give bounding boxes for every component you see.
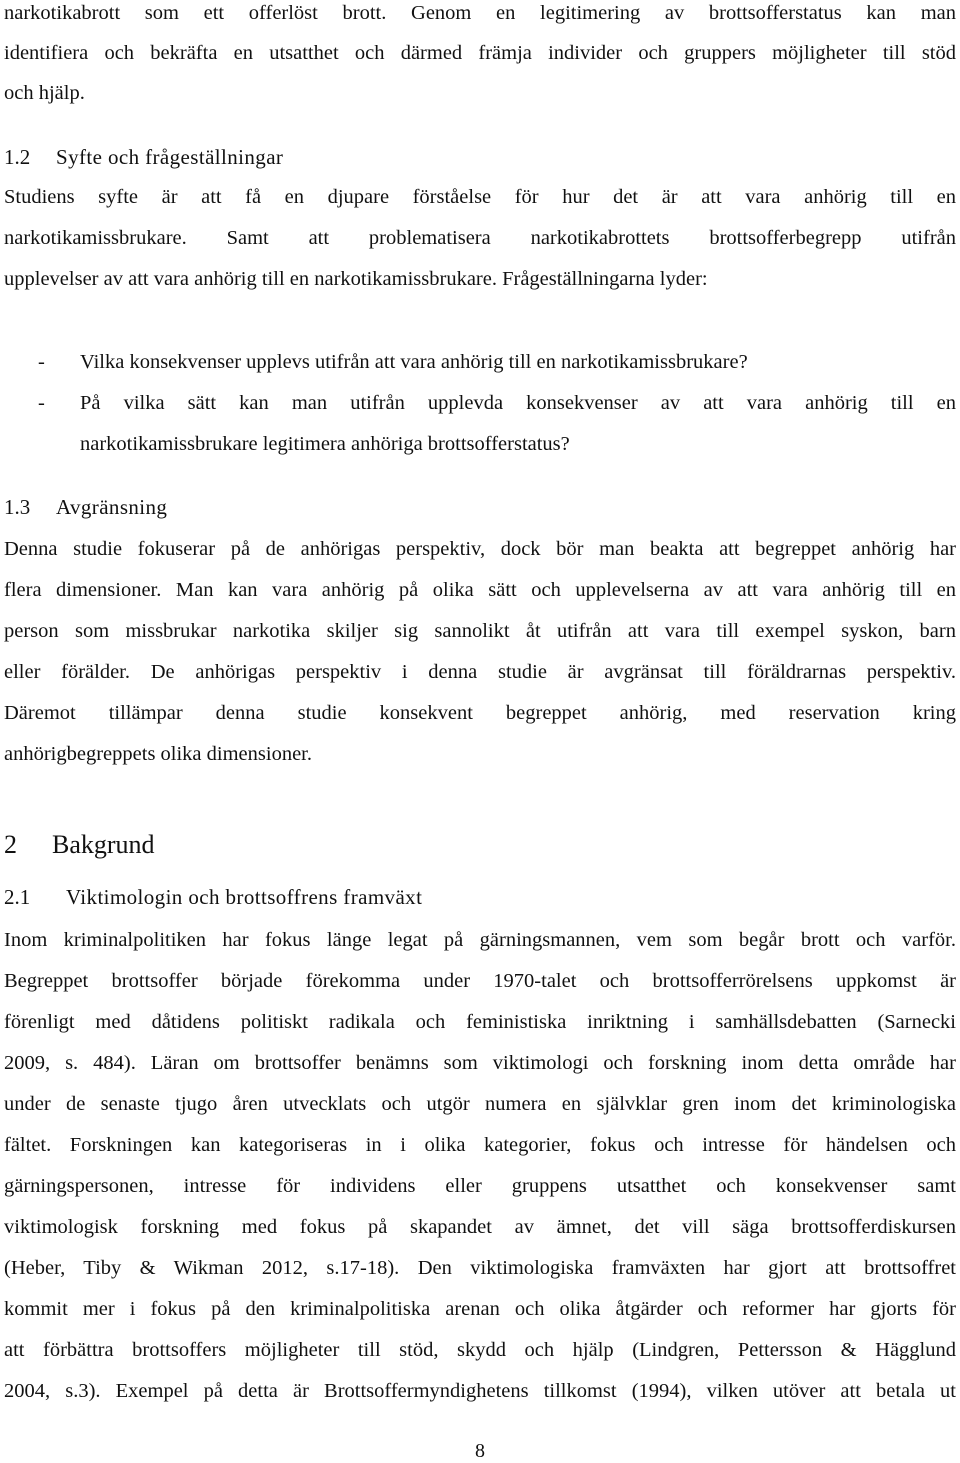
victimology-line-2: Begreppet brottsoffer började förekomma under 1970-talet och brottsofferrörelsens uppkomst är xyxy=(4,970,956,992)
section-heading-1-2 xyxy=(4,144,283,170)
delimitation-line-6: anhörigbegreppets olika dimensioner. xyxy=(4,743,312,765)
victimology-line-8: viktimologisk forskning med fokus på skapandet av ämnet, det vill säga brottsofferdiskursen xyxy=(4,1216,956,1238)
delimitation-line-5: Däremot tillämpar denna studie konsekvent begreppet anhörig, med reservation kring xyxy=(4,702,956,724)
victimology-line-3: förenligt med dåtidens politiskt radikala och feministiska inriktning i samhällsdebatten (Sarnecki xyxy=(4,1011,956,1033)
victimology-line-10: kommit mer i fokus på den kriminalpolitiska arenan och olika åtgärder och reformer har gjorts för xyxy=(4,1298,956,1320)
section-title: Viktimologin och brottsoffrens framväxt xyxy=(66,885,423,909)
section-number: 2.1 xyxy=(4,885,31,909)
victimology-line-11: att förbättra brottsoffers möjligheter till stöd, skydd och hjälp (Lindgren, Pettersson & Hägglund xyxy=(4,1339,956,1361)
victimology-line-9: (Heber, Tiby & Wikman 2012, s.17-18). Den viktimologiska framväxten har gjort att brottsoffret xyxy=(4,1257,956,1279)
purpose-line-3: upplevelser av att vara anhörig till en narkotikamissbrukare. Frågeställningarna lyder: xyxy=(4,268,708,290)
research-question-1: Vilka konsekvenser upplevs utifrån att vara anhörig till en narkotikamissbrukare? xyxy=(80,351,748,373)
bullet-dash: - xyxy=(38,392,45,414)
victimology-line-4: 2009, s. 484). Läran om brottsoffer benämns som viktimologi och forskning inom detta område har xyxy=(4,1052,956,1074)
page-number: 8 xyxy=(475,1440,485,1462)
intro-line-2: identifiera och bekräfta en utsatthet och därmed främja individer och gruppers möjligheter till stöd xyxy=(4,42,956,64)
chapter-heading-2 xyxy=(4,830,155,860)
research-question-2-line-2: narkotikamissbrukare legitimera anhöriga brottsofferstatus? xyxy=(80,433,570,455)
research-question-2-line-1: På vilka sätt kan man utifrån upplevda konsekvenser av att vara anhörig till en xyxy=(80,392,956,414)
delimitation-line-2: flera dimensioner. Man kan vara anhörig på olika sätt och upplevelserna av att vara anhörig till en xyxy=(4,579,956,601)
victimology-line-5: under de senaste tjugo åren utvecklats och utgör numera en självklar gren inom det kriminologiska xyxy=(4,1093,956,1115)
chapter-title: Bakgrund xyxy=(52,830,155,859)
intro-line-1: narkotikabrott som ett offerlöst brott. Genom en legitimering av brottsofferstatus kan man xyxy=(4,2,956,24)
victimology-line-1: Inom kriminalpolitiken har fokus länge legat på gärningsmannen, vem som begår brott och varför. xyxy=(4,929,956,951)
victimology-line-12: 2004, s.3). Exempel på detta är Brottsoffermyndighetens tillkomst (1994), vilken utöver att betala ut xyxy=(4,1380,956,1402)
section-title: Avgränsning xyxy=(56,495,168,519)
victimology-line-7: gärningspersonen, intresse för individens eller gruppens utsatthet och konsekvenser samt xyxy=(4,1175,956,1197)
delimitation-line-1: Denna studie fokuserar på de anhörigas perspektiv, dock bör man beakta att begreppet anhörig har xyxy=(4,538,956,560)
bullet-dash: - xyxy=(38,351,45,373)
section-number: 1.3 xyxy=(4,495,31,519)
section-title: Syfte och frågeställningar xyxy=(56,145,284,169)
purpose-line-2: narkotikamissbrukare. Samt att problematisera narkotikabrottets brottsofferbegrepp utifrån xyxy=(4,227,956,249)
delimitation-line-3: person som missbrukar narkotika skiljer sig sannolikt åt utifrån att vara till exempel syskon, barn xyxy=(4,620,956,642)
document-page xyxy=(4,0,956,1463)
chapter-number: 2 xyxy=(4,830,17,859)
section-number: 1.2 xyxy=(4,145,31,169)
section-heading-1-3 xyxy=(4,494,167,520)
intro-line-3: och hjälp. xyxy=(4,82,85,104)
section-heading-2-1 xyxy=(4,884,422,910)
purpose-line-1: Studiens syfte är att få en djupare förståelse för hur det är att vara anhörig till en xyxy=(4,186,956,208)
delimitation-line-4: eller förälder. De anhörigas perspektiv i denna studie är avgränsat till föräldrarnas perspektiv. xyxy=(4,661,956,683)
victimology-line-6: fältet. Forskningen kan kategoriseras in i olika kategorier, fokus och intresse för händelsen och xyxy=(4,1134,956,1156)
